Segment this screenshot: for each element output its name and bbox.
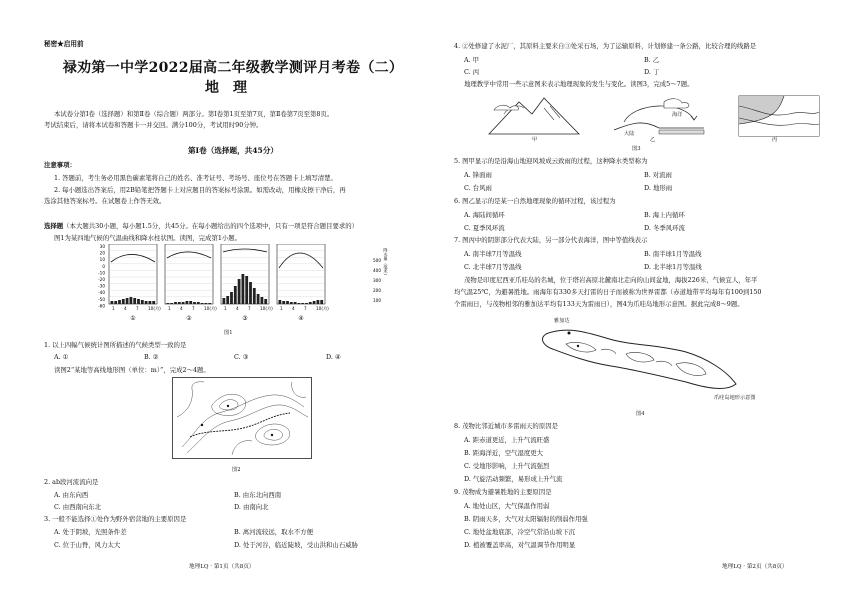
fig1-xtick: 4 [236,306,239,311]
fig1-precip-bar [249,282,252,304]
q8-option-c[interactable]: C. 受地形影响，上升气流强烈 [464,462,550,470]
q4-option-b[interactable]: B. 乙 [644,56,660,64]
q8-option-b[interactable]: B. 距海洋近，空气湿度更大 [464,449,544,457]
q2-option-c[interactable]: C. 由西南向东北 [54,503,102,511]
fig1-precip-bar [178,302,181,304]
fig2-caption: 图2 [232,467,241,473]
q5-option-b[interactable]: B. 对流雨 [644,171,672,179]
q7-option-b[interactable]: B. 南半球1月等温线 [644,250,702,258]
q1-option-b[interactable]: B. ② [144,353,159,361]
q7-stem: 7. 图丙中的阴影部分代表大陆，另一部分代表海洋，图中等值线表示 [454,236,648,244]
fig1-axis-label: 降水量（毫米） [383,248,389,278]
fig1-panel-2 [165,244,217,322]
q3-option-d[interactable]: D. 处于河谷，临近陡坡，受山洪和山石威胁 [234,541,358,549]
page-footer-right: 地理LQ · 第2页（共8页） [722,564,788,570]
fig1-panel-3 [221,244,273,322]
exam-subject: 地理 [205,80,261,96]
q2-option-b[interactable]: B. 由东北向西南 [234,491,282,499]
fig1-panel-label: ④ [298,315,304,322]
figure-1-climate-charts [89,244,389,322]
fig3-label-bing: 丙 [772,137,778,143]
fig1-precip-bar [313,301,316,304]
fig1-xtick: 7 [192,306,195,311]
fig1-xtick: 7 [136,306,139,311]
fig1-precip-bar [141,300,144,304]
fig1-xtick: 1 [280,306,283,311]
fig1-ytick-right: 400 [373,268,381,273]
fig1-precip-bar [305,303,308,304]
fig1-xtick: 4 [292,306,295,311]
exam-title: 禄劝第一中学2022届高二年级教学测评月考卷（二） [62,60,404,76]
fig1-precip-bar [193,302,196,304]
fig4-caption: 图4 [636,411,645,417]
fig1-precip-bar [264,299,267,304]
fig4-label-city: 雅加达 [554,318,570,324]
fig3-circulation-diagram [614,99,704,134]
q2-stem: 2. ab段河流流向是 [44,478,99,486]
fig1-xtick: 7 [304,306,307,311]
fig1-precip-bar [309,302,312,304]
q4-option-a[interactable]: A. 甲 [464,56,480,64]
fig1-ytick-left: 0 [102,263,105,269]
fig1-precip-bar [111,301,114,304]
fig1-caption: 图1 [224,330,233,336]
mcq-header [44,222,358,230]
right-page [454,0,834,589]
fig1-xtick: 1 [112,306,115,311]
fig1-precip-bar [174,302,177,304]
fig3-label-yi: 乙 [650,137,656,143]
fig1-ytick-right: 100 [373,298,381,303]
fig1-precip-bar [118,300,121,304]
passage-line-2: 均气温25℃，为避暑胜地。雨海年有330多天打雷的日子而被称为世界雷都（赤道地带平均每年有100到150 [454,288,762,296]
q9-option-b[interactable]: B. 阴雨天多，大气对太阳辐射的削弱作用强 [464,515,588,523]
fig1-precip-bar [242,274,245,304]
fig1-ytick-left: -60 [98,303,105,309]
fig1-precip-bar [133,298,136,304]
q3-option-b[interactable]: B. 离河流较远，取水不方便 [234,528,314,536]
fig1-ytick-left: 10 [99,257,105,263]
fig1-panel-label: ③ [242,315,248,322]
intro-line-1: 本试卷分第Ⅰ卷（选择题）和第Ⅱ卷（综合题）两部分。第Ⅰ卷第1页至第7页，第Ⅱ卷第7页至第8页。 [54,110,334,118]
fig1-precip-bar [189,301,192,304]
fig1-ytick-left: 30 [99,244,105,249]
fig1-ytick-left: -20 [98,277,105,282]
q5-option-a[interactable]: A. 锋面雨 [464,171,492,179]
fig1-precip-bar [294,302,297,304]
fig1-ytick-left: -50 [98,296,105,302]
intro-line-2: 考试结束后，请将本试卷和答题卡一并交回。满分100分，考试用时90分钟。 [44,121,263,129]
mcq-desc: （本大题共30小题，每小题1.5分，共45分。在每小题给出的四个选项中，只有一项是符合题目要求的） [63,222,359,230]
fig1-precip-bar [149,301,152,304]
q8-option-d[interactable]: D. 气旋活动频繁，易形成上升气流 [464,475,563,483]
fig1-xtick: 10(月) [260,306,273,311]
fig1-precip-bar [197,302,200,304]
fig3-isotherm-diagram [739,96,819,136]
q7-option-c[interactable]: C. 北半球7月等温线 [464,263,522,271]
q7-option-a[interactable]: A. 南半球7月等温线 [464,250,522,258]
fig1-precip-bar [226,296,229,304]
q4-option-d[interactable]: D. 丁 [644,68,660,76]
notice-title: 注意事项： [44,161,76,169]
q2-option-a[interactable]: A. 由东向西 [54,491,89,499]
q4-option-c[interactable]: C. 丙 [464,68,480,76]
q3-option-a[interactable]: A. 处于阴坡，光照条件差 [54,528,127,536]
secret-label: 秘密★启用前 [44,40,84,48]
fig1-precip-bar [208,303,211,304]
fig1-precip-bar [261,297,264,304]
fig1-xtick: 1 [224,306,227,311]
fig3-caption: 图3 [632,146,641,152]
q1-stem: 1. 以上四幅气候统计图所描述的气候类型一致的是 [44,341,187,349]
fig1-panel-1 [109,244,161,322]
fig1-precip-bar [186,301,189,304]
fig1-ytick-left: -40 [98,290,105,296]
fig3-intro: 地理教学中常用一些示意图来表示地理现象的发生与变化。读图3，完成5～7题。 [464,80,694,88]
fig1-precip-bar [182,302,185,304]
fig1-xtick: 10(月) [148,306,161,311]
fig1-precip-bar [130,297,133,304]
q5-option-d[interactable]: D. 地形雨 [644,184,673,192]
fig1-xtick: 7 [248,306,251,311]
mcq-title: 选择题 [44,222,64,230]
left-page [44,0,422,589]
fig1-ytick-left: -10 [98,270,105,276]
fig1-xtick: 10(月) [204,306,217,311]
fig1-ytick-right: 200 [373,288,381,293]
fig1-xtick: 4 [124,306,127,311]
fig1-intro: 图1为某四地气候的气温曲线和降水柱状图。读图，完成第1小题。 [54,234,242,242]
fig1-precip-bar [298,303,301,304]
fig1-panel-frame [109,244,157,304]
page-footer-left: 地理LQ · 第1页（共8页） [189,564,255,570]
fig1-panel-frame [221,244,269,304]
fig1-ytick-left: 20 [99,250,105,256]
q3-stem: 3. 一般不能选择①处作为野外宿营地的主要原因是 [44,515,187,523]
q6-option-c[interactable]: C. 夏季风环流 [464,224,505,232]
q6-option-b[interactable]: B. 海上内循环 [644,211,685,219]
section-heading: 第Ⅰ卷（选择题，共45分） [187,146,279,155]
figure-2-contour-map [172,377,312,459]
fig1-precip-bar [126,298,129,304]
fig1-xtick: 4 [180,306,183,311]
fig1-panel-4 [277,244,329,322]
q3-option-c[interactable]: C. 位于山脊，风力太大 [54,541,121,549]
fig1-panels [109,244,329,322]
q6-option-d[interactable]: D. 冬季风环流 [644,224,685,232]
fig1-precip-bar [253,288,256,304]
fig1-panel-label: ② [186,315,192,322]
fig2-intro: 读图2“某地等高线地形图（单位：m）”，完成2～4题。 [54,366,210,374]
q6-stem: 6. 图乙显示的是某一自然地理现象的循环过程，该过程为 [454,197,616,205]
fig1-panel-frame [165,244,213,304]
fig1-ytick-left: -30 [98,283,105,289]
fig1-precip-bar [167,303,170,304]
q9-option-d[interactable]: D. 植被覆盖率高，对气温调节作用明显 [464,541,576,549]
fig1-precip-bar [317,300,320,304]
fig1-precip-bar [137,299,140,304]
fig1-precip-bar [145,301,148,304]
fig1-precip-bar [286,301,289,304]
fig1-precip-bar [282,301,285,304]
fig1-precip-bar [230,292,233,304]
notice-3: 选涂其他答案标号。在试题卷上作答无效。 [44,197,166,205]
fig1-precip-bar [257,294,260,304]
figure-4-java-map [536,314,746,406]
fig1-precip-bar [320,300,323,304]
fig1-precip-bar [170,303,173,304]
passage-line-3: 个雷雨日，与茂物相邻的雅加达平均有133天为雷雨日），图4为爪哇岛地形示意图。据此完成8～9题。 [454,300,744,308]
fig1-precip-bar [301,303,304,304]
q1-option-a[interactable]: A. ① [54,353,69,361]
fig1-ytick-right: 300 [373,278,381,283]
fig1-precip-bar [279,300,282,304]
fig1-xtick: 10(月) [316,306,329,311]
fig1-ytick-right: 500 [373,258,381,263]
fig3-mountain-diagram [489,98,579,134]
fig1-precip-bar [205,303,208,304]
fig1-precip-bar [223,298,226,304]
q9-stem: 9. 茂物成为避暑胜地的主要原因是 [454,488,552,496]
notice-2: 2. 每小题选出答案后，用2B铅笔把答题卡上对应题目的答案标号涂黑。如需改动，用橡皮擦干净后，再 [54,186,346,194]
fig1-xtick: 1 [168,306,171,311]
fig1-panel-label: ① [130,315,136,322]
q6-option-a[interactable]: A. 海陆间循环 [464,211,505,219]
q8-stem: 8. 茂物比邻近城市多雷雨天的原因是 [454,422,558,430]
fig1-precip-bar [290,302,293,304]
notice-1: 1. 答题前，考生务必用黑色碳素笔将自己的姓名、准考证号、考场号、座位号在答题卡上填写清楚。 [54,174,337,182]
q8-option-a[interactable]: A. 距赤道更近，上升气流旺盛 [464,436,550,444]
q5-option-c[interactable]: C. 台风雨 [464,184,492,192]
q1-option-c[interactable]: C. ③ [234,353,249,361]
fig1-precip-bar [234,286,237,304]
fig3-label-jia: 甲 [532,137,538,143]
fig1-precip-bar [245,276,248,304]
q9-option-c[interactable]: C. 地处盆地底部，冷空气常沿山坡下沉 [464,528,575,536]
fig3-label-sea: 海洋 [672,112,683,118]
fig1-precip-bar [122,299,125,304]
fig3-label-land: 大陆 [624,131,635,137]
q7-option-d[interactable]: D. 北半球1月等温线 [644,263,702,271]
fig4-label-map: 爪哇岛地形示意图 [714,395,756,401]
q2-option-d[interactable]: D. 由南向北 [234,503,269,511]
q1-option-d[interactable]: D. ④ [326,353,341,361]
q5-stem: 5. 图甲显示的是沿海山地迎风坡成云致雨的过程，这种降水类型称为 [454,157,648,165]
q9-option-a[interactable]: A. 地处山区，大气保温作用弱 [464,502,550,510]
figure-3-diagrams [484,92,824,140]
fig1-precip-bar [114,301,117,304]
q4-stem: 4. ②处修建了水泥厂，其原料主要来自③处采石场，为了运输原料，计划修建一条公路，比较合理的线路是 [454,42,757,50]
fig1-precip-bar [152,301,155,304]
fig1-precip-bar [238,279,241,304]
fig1-precip-bar [201,303,204,304]
passage-line-1: 茂物是印度尼西亚爪哇岛的名城，位于塔岩高原北麓南北走向的山间盆地，海拔226米，气候宜人，年平 [464,276,758,284]
